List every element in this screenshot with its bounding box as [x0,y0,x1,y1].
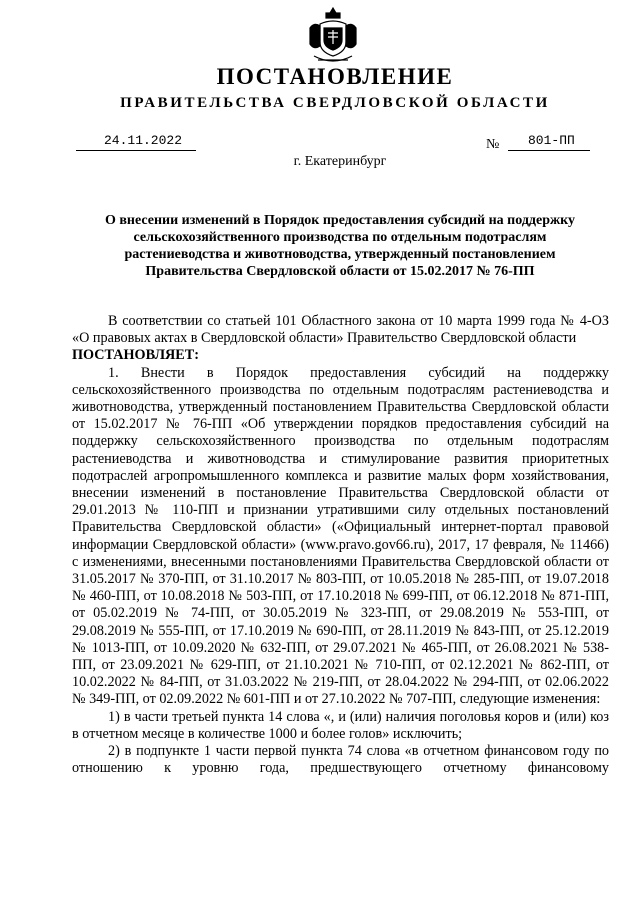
document-title: ПОСТАНОВЛЕНИЕ [216,64,454,89]
document-number: 801-ПП [508,133,590,151]
decree-word: ПОСТАНОВЛЯЕТ: [72,347,199,364]
preamble-paragraph: В соответствии со статьей 101 Областного закона от 10 марта 1999 года № 4-ОЗ «О правовых актах в Свердловской области» Правительство Свердловской области [72,313,609,347]
subject-line: растениеводства и животноводства, утвержденный постановлением [124,247,556,262]
subject-line: О внесении изменений в Порядок предоставления субсидий на поддержку [104,213,575,228]
subject-line: сельскохозяйственного производства по отдельным подотраслям [133,230,547,245]
city: г. Екатеринбург [293,154,387,169]
item-1-paragraph: 1. Внести в Порядок предоставления субсидий на поддержку сельскохозяйственного производства по отдельным подотраслям растениеводства и животноводства, утвержденный постановлением Правительства Свердловской области от 15.02.2017 № 76-ПП «Об утверждении порядков предоставления субсидий на поддержку сельскохозяйственного производства по отдельным подотраслям растениеводства и животноводства и стимулирование развития приоритетных подотраслей агропромышленного комплекса и развитие малых форм хозяйствования, внесении изменений в постановление Правительства Свердловской области от 29.01.2013 № 110-ПП и признании утратившими силу отдельных постановлений Правительства Свердловской области» («Официальный интернет-портал правовой информации Свердловской области» (www.pravo.gov66.ru), 2017, 17 февраля, № 11466) с изменениями, внесенными постановлениями Правительства Свердловской области от 31.05.2017 № 370-ПП, от 31.10.2017 № 803-ПП, от 10.05.2018 № 285-ПП, от 19.07.2018 № 460-ПП, от 10.08.2018 № 503-ПП, от 17.10.2018 № 699-ПП, от 06.12.2018 № 871-ПП, от 05.02.2019 № 74-ПП, от 30.05.2019 № 323-ПП, от 29.08.2019 № 553-ПП, от 29.08.2019 № 555-ПП, от 17.10.2019 № 690-ПП, от 28.11.2019 № 843-ПП, от 25.12.2019 № 1013-ПП, от 10.09.2020 № 632-ПП, от 29.07.2021 № 465-ПП, от 26.08.2021 № 538-ПП, от 23.09.2021 № 629-ПП, от 21.10.2021 № 710-ПП, от 02.12.2021 № 862-ПП, от 10.02.2022 № 84-ПП, от 31.03.2022 № 219-ПП, от 28.04.2022 № 294-ПП, от 02.06.2022 № 349-ПП, от 02.09.2022 № 601-ПП и от 27.10.2022 № 707-ПП, следующие изменения: [72,364,609,708]
document-date: 24.11.2022 [76,133,196,151]
coat-of-arms-icon [306,6,360,64]
document-subject [60,212,620,280]
subject-line: Правительства Свердловской области от 15.02.2017 № 76-ПП [145,264,535,279]
number-label: № [486,137,500,152]
document-authority: ПРАВИТЕЛЬСТВА СВЕРДЛОВСКОЙ ОБЛАСТИ [120,95,550,111]
subitem-2-paragraph: 2) в подпункте 1 части первой пункта 74 слова «в отчетном финансовом году по отношению к уровню года, предшествующего отчетному финансовому [72,743,609,777]
document-body [72,313,609,777]
subitem-1-paragraph: 1) в части третьей пункта 14 слова «, и (или) наличия поголовья коров и (или) коз в отчетном месяце в количестве 1000 и более голов» исключить; [72,708,609,742]
